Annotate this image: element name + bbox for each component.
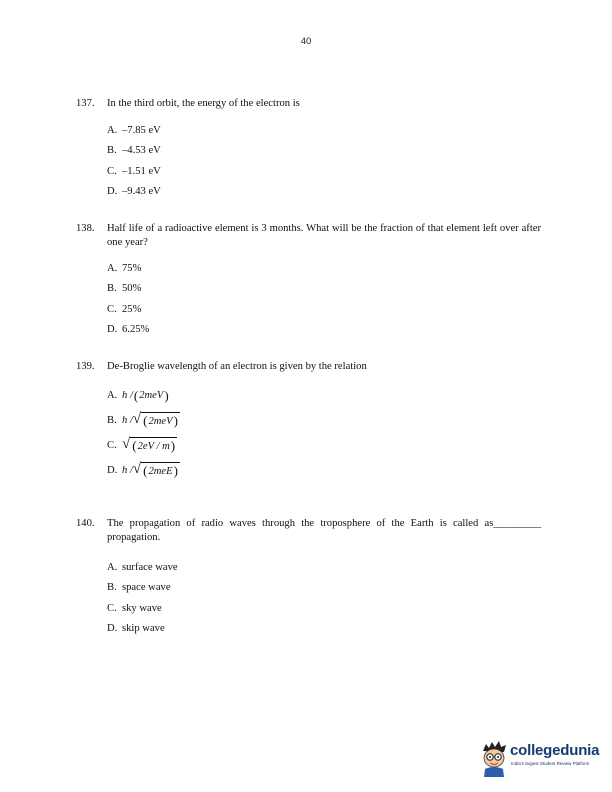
square-root: √ ( 2eV / m ) [122,436,176,453]
option-letter: A. [107,561,118,573]
mascot-icon [479,739,509,777]
formula-inner: 2meV [139,390,164,401]
option-b [107,141,541,162]
option-letter: A. [107,390,118,401]
question-number: 140. [76,518,95,529]
option-c [107,299,541,320]
option-text: 50% [122,283,142,295]
option-d [107,619,541,640]
option-a [107,557,541,578]
option-a [107,120,541,141]
question-number: 138. [76,223,95,234]
option-text: sky wave [122,602,162,614]
option-text: surface wave [122,561,178,573]
option-d [107,458,541,483]
option-b [107,578,541,599]
formula-prefix: h / [122,465,133,476]
option-letter: D. [107,465,118,476]
option-letter: D. [107,623,118,635]
option-letter: B. [107,582,117,594]
collegedunia-logo[interactable] [479,739,603,777]
brand-name: collegedunia [510,742,600,759]
question-137 [76,97,541,202]
option-c [107,598,541,619]
formula: h / ( 2meV ) [122,387,169,403]
option-letter: C. [107,165,117,177]
option-letter: C. [107,303,117,315]
option-letter: B. [107,283,117,295]
option-text: –4.53 eV [122,145,161,157]
option-b [107,408,541,433]
option-letter: D. [107,186,118,198]
option-c [107,161,541,182]
brand-tagline: India's largest Student Review Platform [511,761,590,766]
question-139 [76,360,541,483]
option-text: –1.51 eV [122,165,161,177]
option-letter: A. [107,124,118,136]
option-text: 25% [122,303,142,315]
square-root: √ ( 2meE ) [132,461,178,478]
option-letter: B. [107,145,117,157]
page-number: 40 [300,36,312,47]
option-text: –7.85 eV [122,124,161,136]
question-number: 137. [76,98,95,109]
option-letter: D. [107,324,118,336]
option-a [107,383,541,408]
option-text: 75% [122,262,142,274]
question-140 [76,517,541,639]
option-text: –9.43 eV [122,186,161,198]
option-text: skip wave [122,623,165,635]
option-c [107,433,541,458]
question-text: De-Broglie wavelength of an electron is given by the relation [107,361,367,372]
formula [122,412,180,429]
option-d [107,320,541,341]
option-a [107,258,541,279]
option-d [107,182,541,203]
option-b [107,279,541,300]
formula [122,437,177,454]
question-text: In the third orbit, the energy of the electron is [107,98,300,109]
formula-inner: 2meV [148,415,173,427]
option-text: space wave [122,582,171,594]
option-text: 6.25% [122,324,150,336]
option-letter: C. [107,440,117,451]
formula-prefix: h / [122,390,133,401]
option-letter: A. [107,262,118,274]
question-138 [76,222,541,340]
formula [122,462,180,479]
question-number: 139. [76,361,95,372]
question-text: Half life of a radioactive element is 3 months. What will be the fraction of that element left over after one year? [107,223,541,248]
formula-inner: 2meE [148,465,173,477]
square-root: √ ( 2meV ) [132,411,178,428]
question-text: The propagation of radio waves through the troposphere of the Earth is called as_________ propagation. [107,518,541,543]
option-letter: B. [107,415,117,426]
option-letter: C. [107,602,117,614]
formula-prefix: h / [122,415,133,426]
formula-inner: 2eV / m [137,440,170,452]
